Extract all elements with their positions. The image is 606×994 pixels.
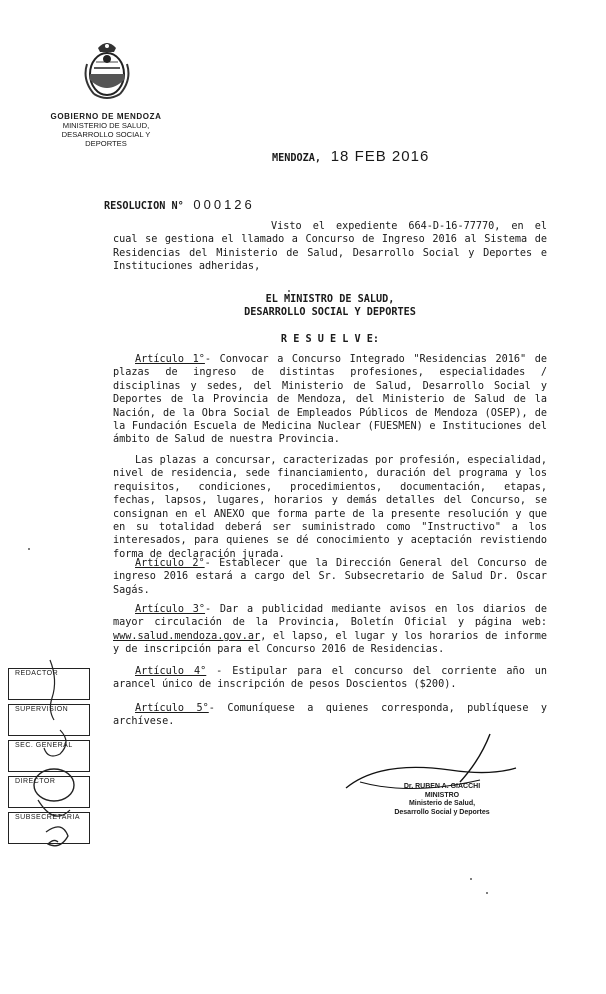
coat-of-arms-emblem: [84, 40, 130, 102]
minister-title: [200, 293, 460, 319]
signatory-name: Dr. RUBEN A. GIACCHI: [403, 783, 481, 790]
article-3-text-b: , el lapso, el lugar y los horarios de informe y de inscripción para el Concurso 2016 de Residencias.: [113, 630, 547, 656]
date-line: [272, 146, 429, 165]
minister-title-line-1: EL MINISTRO DE SALUD,: [265, 294, 395, 305]
article-5: [113, 702, 547, 729]
header-line-1: GOBIERNO DE MENDOZA: [50, 112, 162, 121]
article-1-text: - Convocar a Concurso Integrado "Residencias 2016" de plazas de ingreso de distintas profesiones, especialidades / disciplinas y sedes, del Ministerio de Salud, Desarrollo Social y Deportes de la Provincia de Mendoza, del Ministerio de Salud de la Nación, de la Obra Social de Empleados Públicos de Mendoza (OSEP), de la Fundación Escuela de Medicina Nuclear (FUESMEN) e Instituciones del ámbito de Salud de nuestra Provincia.: [113, 354, 547, 446]
signatory-title-3: Desarrollo Social y Deportes: [394, 808, 490, 816]
resolution-label: RESOLUCION N°: [104, 201, 184, 212]
header-line-2: MINISTERIO DE SALUD,: [62, 121, 150, 130]
article-1-paragraph-2: Las plazas a concursar, caracterizadas por profesión, especialidad, nivel de residencia, sede financiamiento, duración del programa y los requisitos, condiciones, procedimientos, documentación, etapas, fechas, lapsos, lugares, horarios y demás detalles del Concurso, se consignan en el ANEXO que forma parte de la presente resolución y que en su totalidad deberá ser suministrado como "Instructivo" a los interesados, para quienes se dé conocimiento y aceptación revistiendo forma de declaración jurada.: [113, 455, 547, 560]
scan-speck: [486, 892, 488, 894]
initials-scribbles: [10, 650, 100, 860]
director-label: DIRECTOR: [15, 778, 56, 785]
article-5-text: - Comuníquese a quienes corresponda, publíquese y archívese.: [113, 703, 548, 728]
scan-speck: [288, 290, 290, 292]
redactor-label: REDACTOR: [15, 670, 59, 677]
preamble: Visto el expediente 664-D-16-77770, en el cual se gestiona el llamado a Concurso de Ingreso 2016 al Sistema de Residencias del Ministerio de Salud, Desarrollo Social y Deportes e Instituciones adheridas,: [113, 221, 547, 273]
article-2-label: Artículo 2°: [135, 558, 205, 569]
article-1: [113, 353, 547, 447]
date-stamp: 18 FEB 2016: [330, 148, 430, 165]
resolution-line: [104, 194, 255, 213]
resolution-number: 000126: [193, 197, 255, 212]
article-4-label: Artículo 4°: [135, 666, 207, 677]
minister-title-line-2: DESARROLLO SOCIAL Y DEPORTES: [244, 307, 416, 318]
sec-general-label: SEC. GENERAL: [15, 742, 73, 749]
resuelve-heading: R E S U E L V E:: [280, 334, 380, 345]
supervision-label: SUPERVISION: [15, 706, 69, 713]
article-2-text: - Establecer que la Dirección General del Concurso de ingreso 2016 estará a cargo del Sr. Subsecretario de Salud Dr. Oscar Sagás.: [113, 558, 548, 596]
article-1-label: Artículo 1°: [135, 354, 205, 365]
subsecretaria-label: SUBSECRETARIA: [15, 814, 81, 821]
scan-speck: [470, 878, 472, 880]
article-3: [113, 603, 547, 657]
article-2: [113, 557, 547, 597]
article-3-text-a: - Dar a publicidad mediante avisos en los diarios de mayor circulación de la Provincia, Boletín Oficial y página web:: [113, 604, 548, 629]
scan-speck: [28, 548, 30, 550]
article-4: [113, 665, 547, 692]
place-label: MENDOZA,: [272, 153, 322, 164]
article-4-text: - Estipular para el concurso del corriente año un arancel único de inscripción de pesos Doscientos ($200).: [113, 666, 548, 691]
header-line-3: DESARROLLO SOCIAL Y DEPORTES: [61, 130, 151, 148]
signatory-title-1: MINISTRO: [424, 791, 460, 799]
government-header: [40, 112, 172, 148]
signatory-title-2: Ministerio de Salud,: [408, 800, 476, 807]
website-link[interactable]: www.salud.mendoza.gov.ar: [113, 630, 261, 642]
article-3-label: Artículo 3°: [135, 604, 206, 615]
signature-block: [372, 783, 512, 817]
article-5-label: Artículo 5°: [135, 703, 209, 714]
